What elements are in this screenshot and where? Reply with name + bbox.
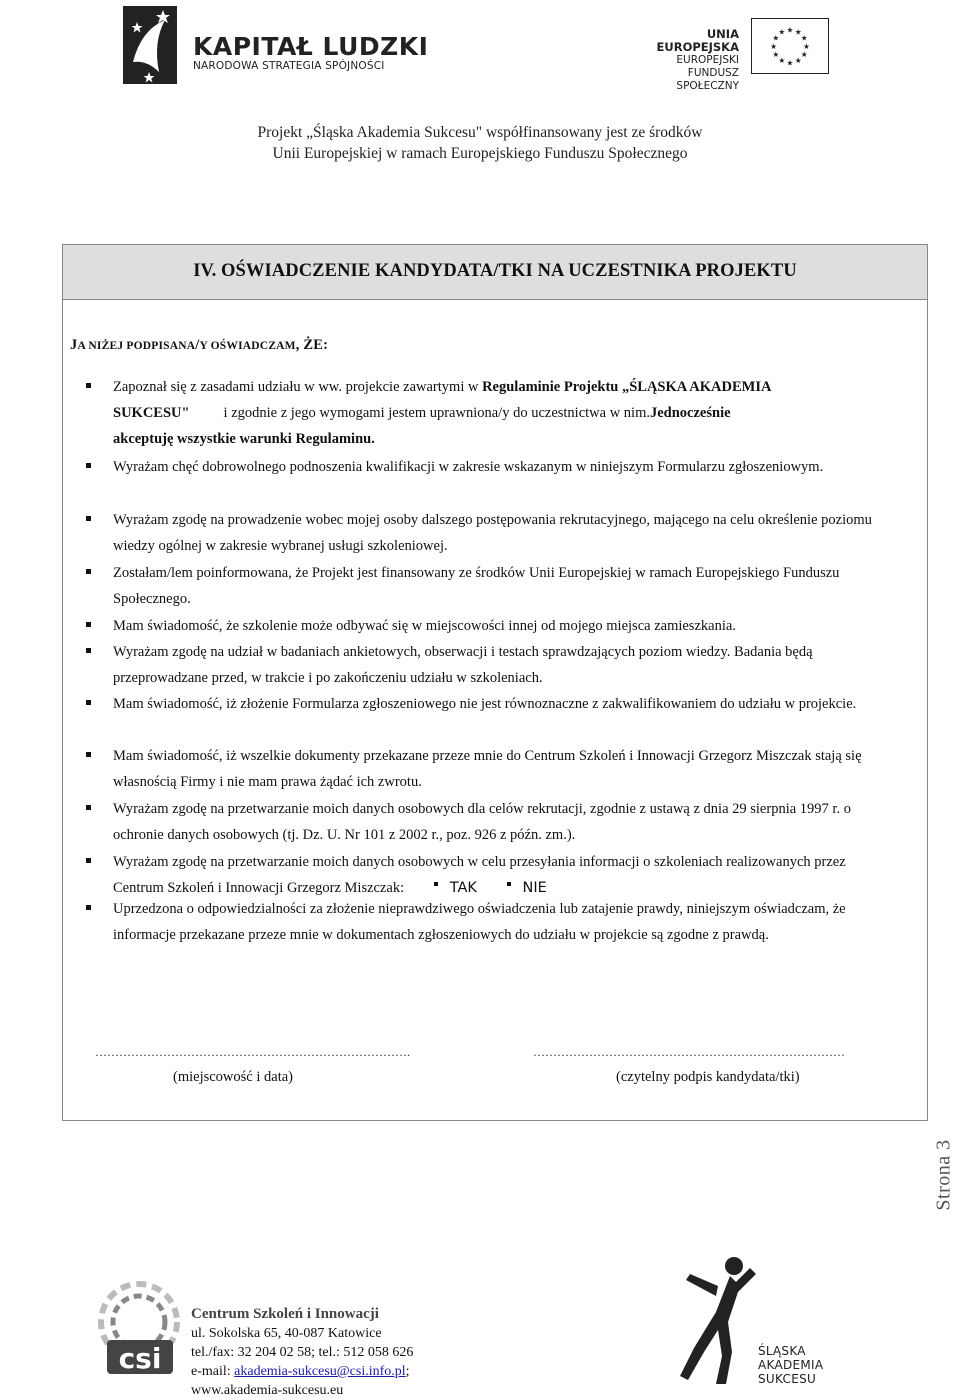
item1-bold-f: akceptuję wszystkie warunki Regulaminu. bbox=[113, 431, 375, 447]
kapital-ludzki-emblem-icon bbox=[119, 2, 181, 88]
eu-line3: FUNDUSZ SPOŁECZNY bbox=[676, 67, 739, 92]
eu-star-icon: ★ bbox=[772, 33, 780, 43]
intro-smallcaps-2: Y OŚWIADCZAM bbox=[199, 340, 296, 352]
bullet-marker bbox=[86, 569, 91, 574]
item1-text-d: i zgodnie z jego wymogami jestem uprawniona/y do uczestnictwa w nim. bbox=[223, 405, 650, 421]
declaration-item-9: Wyrażam zgodę na przetwarzanie moich danych osobowych dla celów rekrutacji, zgodnie z ustawą z dnia 29 sierpnia 1997 r. o ochronie danych osobowych (tj. Dz. U. Nr 101 z 2002 r., poz. 926 z późn. zm.). bbox=[113, 801, 851, 843]
footer-phone: tel./fax: 32 204 02 58; tel.: 512 058 626 bbox=[191, 1345, 414, 1360]
project-line2: Unii Europejskiej w ramach Europejskiego Funduszu Społecznego bbox=[272, 145, 688, 162]
item1-bold-e: Jednocześnie bbox=[649, 405, 731, 421]
footer-address: ul. Sokolska 65, 40-087 Katowice bbox=[191, 1326, 382, 1341]
eu-logo bbox=[625, 18, 835, 92]
declaration-intro bbox=[70, 337, 328, 354]
ssa-line1: ŚLĄSKA bbox=[758, 1344, 806, 1358]
bullet-marker bbox=[86, 516, 91, 521]
ssa-line3: SUKCESU bbox=[758, 1372, 817, 1386]
project-info bbox=[0, 122, 960, 164]
footer-email-row bbox=[191, 1362, 413, 1381]
csi-logo bbox=[93, 1278, 185, 1386]
eu-flag-icon bbox=[751, 18, 829, 74]
footer-website[interactable]: www.akademia-sukcesu.eu bbox=[191, 1383, 344, 1398]
footer-company-name: Centrum Szkoleń i Innowacji bbox=[191, 1306, 379, 1322]
no-label: NIE bbox=[522, 880, 547, 896]
eu-star-icon: ★ bbox=[800, 50, 808, 60]
declaration-item-11: Uprzedzona o odpowiedzialności za złożenie nieprawdziwego oświadczenia lub zatajenie prawdy, niniejszym oświadczam, że informacje przekazane przeze mnie w dokumentach zgłoszeniowych do udziału w projekcie są zgodne z prawdą. bbox=[113, 901, 846, 943]
bullet-marker bbox=[86, 383, 91, 388]
eu-star-icon: ★ bbox=[786, 25, 794, 35]
footer-contact bbox=[191, 1305, 413, 1400]
place-date-line: ……………………………………………………………………. bbox=[95, 1045, 410, 1059]
intro-end: , ŻE: bbox=[295, 337, 329, 353]
declaration-item-4: Zostałam/lem poinformowana, że Projekt jest finansowany ze środków Unii Europejskiej w ramach Europejskiego Funduszu Społecznego. bbox=[113, 565, 840, 607]
kapital-ludzki-subtitle: NARODOWA STRATEGIA SPÓJNOŚCI bbox=[193, 60, 385, 72]
bullet-marker bbox=[86, 858, 91, 863]
ssa-line2: AKADEMIA bbox=[758, 1358, 824, 1372]
bullet-marker bbox=[86, 905, 91, 910]
declaration-item-7: Mam świadomość, iż złożenie Formularza zgłoszeniowego nie jest równoznaczne z zakwalifikowaniem do udziału w projekcie. bbox=[113, 696, 857, 712]
eu-star-icon: ★ bbox=[770, 41, 778, 51]
eu-star-icon: ★ bbox=[802, 41, 810, 51]
footer-email-prefix: e-mail: bbox=[191, 1364, 235, 1379]
intro-cap: J bbox=[70, 337, 78, 353]
slaska-akademia-sukcesu-logo bbox=[660, 1252, 840, 1388]
bullet-marker bbox=[86, 622, 91, 627]
no-checkbox[interactable] bbox=[507, 882, 511, 886]
declaration-item-8: Mam świadomość, iż wszelkie dokumenty przekazane przeze mnie do Centrum Szkoleń i Innowacji Grzegorz Miszczak stają się własnością Firmy i nie mam prawa żądać ich zwrotu. bbox=[113, 748, 862, 790]
footer-email-suffix: ; bbox=[405, 1364, 410, 1379]
csi-logo-icon bbox=[93, 1278, 185, 1386]
eu-line1: UNIA EUROPEJSKA bbox=[656, 27, 739, 54]
bullet-marker bbox=[86, 805, 91, 810]
place-date-label: (miejscowość i data) bbox=[173, 1069, 293, 1085]
eu-star-icon: ★ bbox=[772, 50, 780, 60]
yes-checkbox[interactable] bbox=[434, 882, 438, 886]
eu-star-icon: ★ bbox=[786, 58, 794, 68]
eu-line2: EUROPEJSKI bbox=[676, 54, 739, 66]
footer-email-link[interactable]: akademia-sukcesu@csi.info.pl bbox=[234, 1364, 406, 1379]
eu-star-icon: ★ bbox=[794, 56, 802, 66]
csi-logo-text: csi bbox=[118, 1342, 162, 1375]
page-number bbox=[924, 1130, 960, 1220]
jumping-figure-icon bbox=[660, 1252, 760, 1388]
eu-star-icon: ★ bbox=[778, 27, 786, 37]
page-number-text: Strona 3 bbox=[932, 1139, 955, 1211]
section-title: IV. OŚWIADCZENIE KANDYDATA/TKI NA UCZESTNIKA PROJEKTU bbox=[193, 261, 797, 281]
ssa-logo-text bbox=[758, 1344, 823, 1386]
declaration-item-1 bbox=[113, 374, 893, 452]
kapital-ludzki-logo bbox=[107, 0, 429, 92]
bullet-marker bbox=[86, 752, 91, 757]
eu-star-icon: ★ bbox=[778, 56, 786, 66]
intro-smallcaps-1: A NIŻEJ PODPISANA bbox=[77, 340, 196, 352]
section-header bbox=[63, 245, 927, 300]
item1-bold-b: Regulaminie Projektu „ŚLĄSKA AKADEMIA bbox=[482, 379, 772, 395]
project-line1: Projekt „Śląska Akademia Sukcesu" współfinansowany jest ze środków bbox=[257, 124, 703, 141]
bullet-marker bbox=[86, 700, 91, 705]
declaration-item-6: Wyrażam zgodę na udział w badaniach ankietowych, obserwacji i testach sprawdzających poziom wiedzy. Badania będą przeprowadzane przed, w trakcie i po zakończeniu udziału w szkoleniach. bbox=[113, 644, 813, 686]
item1-bold-c: SUKCESU" bbox=[113, 405, 190, 421]
eu-star-icon: ★ bbox=[794, 27, 802, 37]
declaration-item-10 bbox=[113, 849, 893, 901]
yes-label: TAK bbox=[449, 880, 477, 896]
signature-label: (czytelny podpis kandydata/tki) bbox=[616, 1069, 800, 1085]
item1-text-a: Zapoznał się z zasadami udziału w ww. projekcie zawartymi w bbox=[113, 379, 483, 395]
item10-text: Wyrażam zgodę na przetwarzanie moich danych osobowych w celu przesyłania informacji o szkoleniach realizowanych przez Centrum Szkoleń i Innowacji Grzegorz Miszczak: bbox=[113, 854, 846, 896]
signature-line: …………………………………………………………………… bbox=[533, 1045, 845, 1059]
eu-logo-text bbox=[625, 28, 739, 93]
eu-star-icon: ★ bbox=[800, 33, 808, 43]
bullet-marker bbox=[86, 648, 91, 653]
bullet-marker bbox=[86, 463, 91, 468]
declaration-item-5: Mam świadomość, że szkolenie może odbywać się w miejscowości innej od mojego miejsca zamieszkania. bbox=[113, 618, 736, 634]
intro-slash: / bbox=[195, 337, 200, 353]
declaration-item-2: Wyrażam chęć dobrowolnego podnoszenia kwalifikacji w zakresie wskazanym w niniejszym Formularzu zgłoszeniowym. bbox=[113, 459, 824, 475]
declaration-item-3: Wyrażam zgodę na prowadzenie wobec mojej osoby dalszego postępowania rekrutacyjnego, mającego na celu określenie poziomu wiedzy ogólnej w zakresie wybranej usługi szkoleniowej. bbox=[113, 512, 872, 554]
kapital-ludzki-title: KAPITAŁ LUDZKI bbox=[193, 32, 429, 61]
